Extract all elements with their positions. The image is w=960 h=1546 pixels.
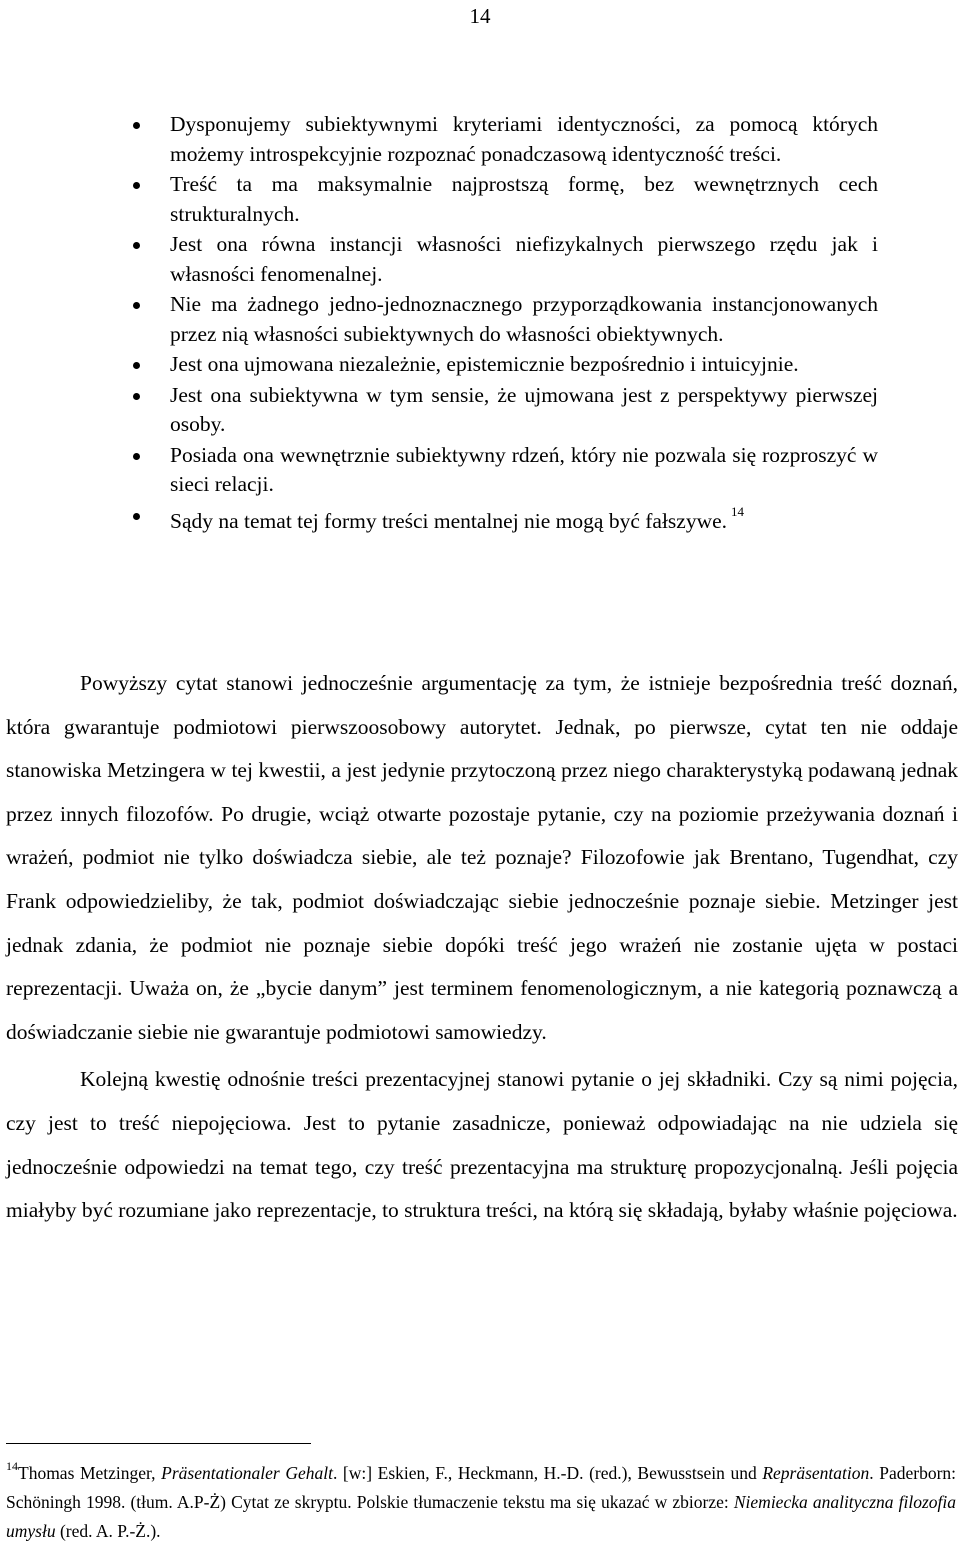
footnote [6,1454,956,1546]
list-item-text: Sądy na temat tej formy treści mentalnej nie mogą być fałszywe. [170,508,728,533]
bullet-icon [133,242,140,249]
list-item [0,230,960,289]
bullet-icon [133,393,140,400]
footnote-title: Präsentationaler Gehalt [161,1462,333,1483]
body-text [6,662,958,1237]
list-item [0,350,960,380]
list-item [0,381,960,440]
list-item [0,290,960,349]
list-item-text: Posiada ona wewnętrznie subiektywny rdzeń, który nie pozwala się rozproszyć w sieci relacji. [170,442,878,496]
list-item [0,110,960,169]
bullet-icon [133,302,140,309]
list-item-text: Jest ona równa instancji własności niefizykalnych pierwszego rzędu jak i własności fenomenalnej. [170,232,878,286]
list-item-text: Jest ona subiektywna w tym sensie, że ujmowana jest z perspektywy pierwszej osoby. [170,382,878,436]
list-item-text: Jest ona ujmowana niezależnie, epistemicznie bezpośrednio i intuicyjnie. [170,352,799,376]
list-item [0,501,960,537]
paragraph: Powyższy cytat stanowi jednocześnie argumentację za tym, że istnieje bezpośrednia treść doznań, która gwarantuje podmiotowi pierwszoosobowy autorytet. Jednak, po pierwsze, cytat ten nie oddaje stanowiska Metzingera w tej kwestii, a jest jedynie przytoczoną przez niego charakterystyką podawaną jednak przez innych filozofów. Po drugie, wciąż otwarte pozostaje pytanie, czy na poziomie przeżywania doznań i wrażeń, podmiot nie tylko doświadcza siebie, ale też poznaje? Filozofowie jak Brentano, Tugendhat, czy Frank odpowiedzieliby, że tak, podmiot doświadczając siebie jednocześnie poznaje siebie. Metzinger jest jednak zdania, że podmiot nie poznaje siebie dopóki treść jego wrażeń nie zostanie ujęta w postaci reprezentacji. Uważa on, że „bycie danym” jest terminem fenomenologicznym, a nie kategorią poznawczą a doświadczanie siebie nie gwarantuje podmiotowi samowiedzy. [6,671,958,1044]
footnote-text: . Paderborn: Schöningh 1998. (tłum. A.P-Ż) Cytat ze skryptu. Polskie tłumaczenie tekstu ma się ukazać w zbiorze: [6,1462,957,1512]
footnote-text: . [w:] Eskien, F., Heckmann, H.-D. (red.), Bewusstsein und [332,1462,763,1483]
bullet-icon [133,362,140,369]
footnote-title: Niemiecka analityczna filozofia umysłu [6,1491,956,1541]
paragraph: Kolejną kwestię odnośnie treści prezentacyjnej stanowi pytanie o jej składniki. Czy są nimi pojęcia, czy jest to treść niepojęciowa. Jest to pytanie zasadnicze, ponieważ odpowiadając na nie udziela się jednocześnie odpowiedzi na temat tego, czy treść prezentacyjna ma strukturę propozycjonalną. Jeśli pojęcia miałyby być rozumiane jako reprezentacje, to struktura treści, na którą się składają, byłaby właśnie pojęciowa. [6,1067,958,1223]
footnote-author: Thomas Metzinger, [18,1462,162,1483]
footnote-reference[interactable]: 14 [731,503,745,519]
bullet-icon [133,453,140,460]
page-number: 14 [469,4,491,28]
footnote-title: Repräsentation [762,1462,870,1483]
bullet-icon [133,122,140,129]
footnote-text: (red. A. P.-Ż.). [55,1520,161,1541]
footnote-number: 14 [6,1459,18,1473]
list-item-text: Dysponujemy subiektywnymi kryteriami identyczności, za pomocą których możemy introspekcyjnie rozpoznać ponadczasową identyczność treści. [170,112,878,166]
list-item-text: Treść ta ma maksymalnie najprostszą formę, bez wewnętrznych cech strukturalnych. [170,172,878,226]
list-item [0,441,960,500]
list-item-text: Nie ma żadnego jedno-jednoznacznego przyporządkowania instancjonowanych przez nią własności subiektywnych do własności obiektywnych. [170,292,878,346]
bullet-list [0,110,960,537]
list-item [0,170,960,229]
bullet-icon [133,513,140,520]
footnote-divider [6,1443,311,1444]
bullet-icon [133,182,140,189]
